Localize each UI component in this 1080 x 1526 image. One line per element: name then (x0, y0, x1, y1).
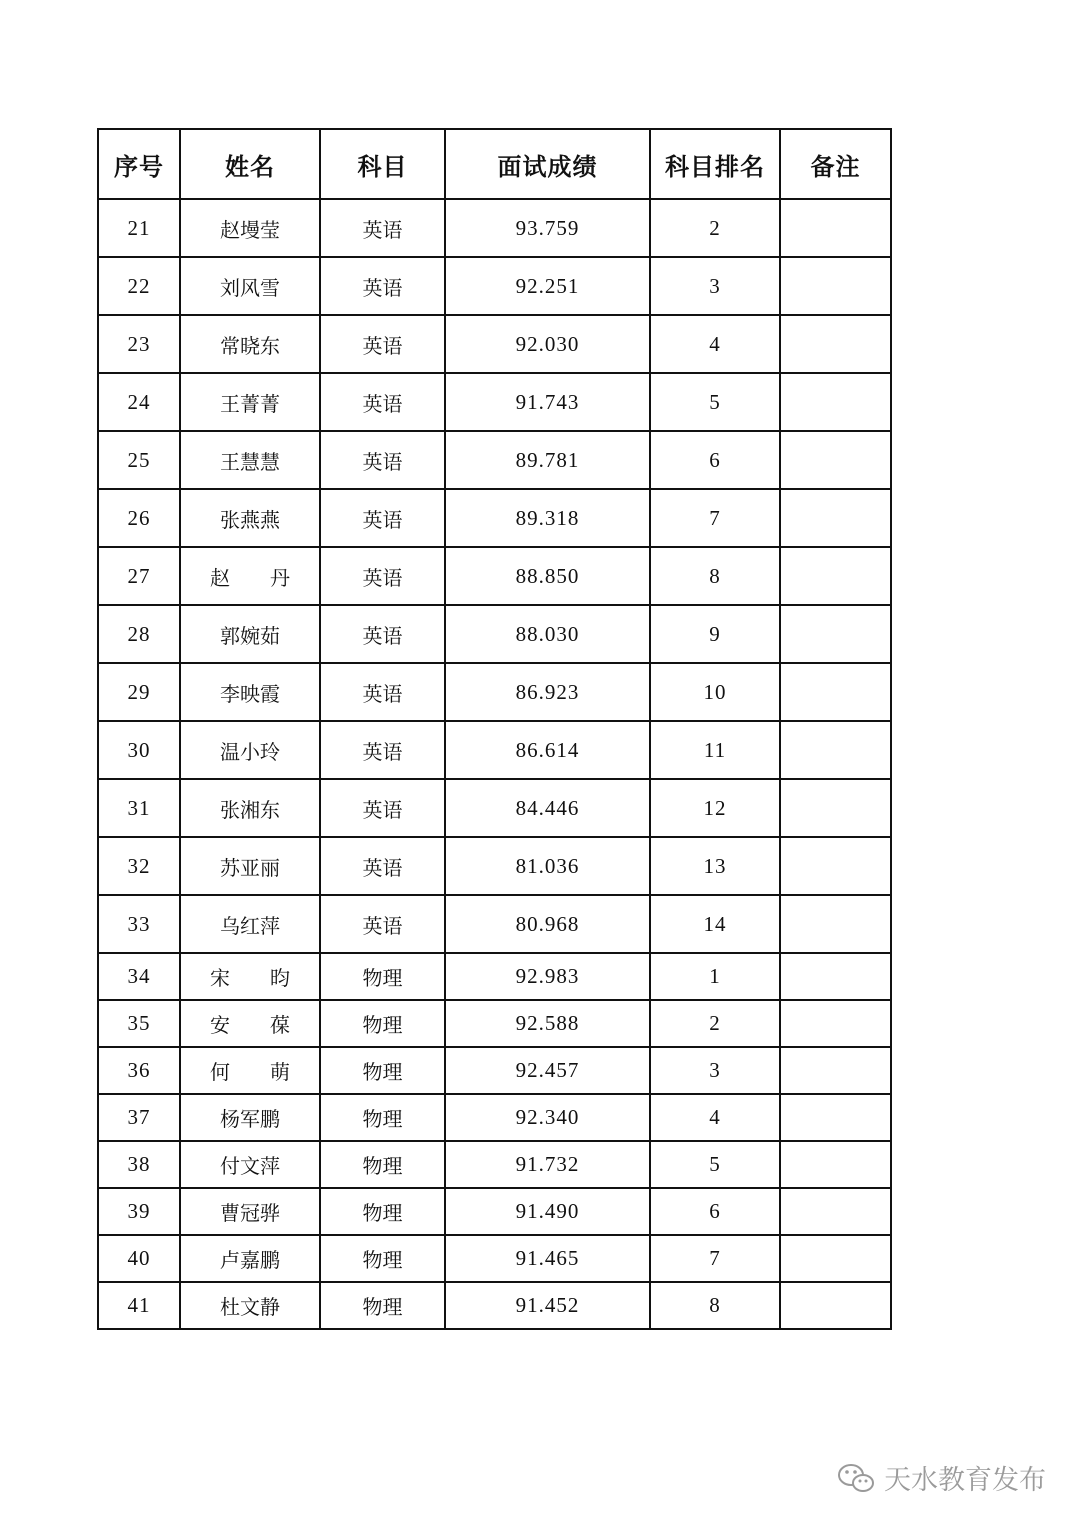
header-remarks: 备注 (780, 129, 891, 199)
cell-note (780, 1047, 891, 1094)
cell-subject: 英语 (320, 721, 445, 779)
cell-serial: 34 (98, 953, 180, 1000)
cell-subject: 英语 (320, 257, 445, 315)
cell-rank: 9 (650, 605, 780, 663)
table-row (98, 953, 891, 1000)
table-row (98, 315, 891, 373)
wechat-icon (836, 1461, 876, 1495)
cell-subject: 英语 (320, 547, 445, 605)
cell-rank: 3 (650, 257, 780, 315)
header-serial: 序号 (98, 129, 180, 199)
cell-score: 91.732 (445, 1141, 650, 1188)
cell-name: 付文萍 (180, 1141, 320, 1188)
table-header (98, 129, 891, 199)
cell-name: 乌红萍 (180, 895, 320, 953)
cell-subject: 英语 (320, 199, 445, 257)
table-row (98, 837, 891, 895)
table-row (98, 199, 891, 257)
cell-rank: 5 (650, 1141, 780, 1188)
cell-note (780, 1235, 891, 1282)
header-subject-rank: 科目排名 (650, 129, 780, 199)
table-row (98, 1141, 891, 1188)
cell-score: 86.614 (445, 721, 650, 779)
cell-score: 81.036 (445, 837, 650, 895)
cell-note (780, 837, 891, 895)
cell-score: 80.968 (445, 895, 650, 953)
cell-score: 91.465 (445, 1235, 650, 1282)
cell-score: 91.743 (445, 373, 650, 431)
cell-name: 宋 昀 (180, 953, 320, 1000)
cell-name: 卢嘉鹏 (180, 1235, 320, 1282)
cell-subject: 物理 (320, 1141, 445, 1188)
table-row (98, 1000, 891, 1047)
cell-score: 88.030 (445, 605, 650, 663)
cell-serial: 35 (98, 1000, 180, 1047)
cell-rank: 6 (650, 1188, 780, 1235)
cell-note (780, 1094, 891, 1141)
header-row (98, 129, 891, 199)
cell-score: 92.457 (445, 1047, 650, 1094)
cell-serial: 23 (98, 315, 180, 373)
cell-rank: 2 (650, 1000, 780, 1047)
cell-note (780, 779, 891, 837)
cell-rank: 2 (650, 199, 780, 257)
cell-score: 86.923 (445, 663, 650, 721)
table-row (98, 1094, 891, 1141)
cell-name: 何 萌 (180, 1047, 320, 1094)
cell-rank: 10 (650, 663, 780, 721)
cell-note (780, 721, 891, 779)
cell-subject: 物理 (320, 1188, 445, 1235)
cell-subject: 英语 (320, 431, 445, 489)
cell-note (780, 1188, 891, 1235)
cell-name: 杨军鹏 (180, 1094, 320, 1141)
cell-subject: 英语 (320, 315, 445, 373)
watermark-text: 天水教育发布 (884, 1465, 1046, 1496)
cell-score: 91.490 (445, 1188, 650, 1235)
table-row (98, 663, 891, 721)
table-row (98, 1047, 891, 1094)
cell-score: 89.318 (445, 489, 650, 547)
table-row (98, 1188, 891, 1235)
cell-subject: 物理 (320, 1094, 445, 1141)
cell-rank: 8 (650, 1282, 780, 1329)
cell-serial: 39 (98, 1188, 180, 1235)
cell-rank: 1 (650, 953, 780, 1000)
cell-score: 92.340 (445, 1094, 650, 1141)
table-row (98, 257, 891, 315)
table-body (98, 199, 891, 1329)
cell-rank: 5 (650, 373, 780, 431)
cell-score: 88.850 (445, 547, 650, 605)
cell-subject: 英语 (320, 895, 445, 953)
cell-note (780, 895, 891, 953)
cell-rank: 6 (650, 431, 780, 489)
cell-note (780, 431, 891, 489)
cell-rank: 13 (650, 837, 780, 895)
table-row (98, 779, 891, 837)
cell-note (780, 373, 891, 431)
cell-note (780, 489, 891, 547)
cell-score: 91.452 (445, 1282, 650, 1329)
cell-subject: 英语 (320, 779, 445, 837)
cell-rank: 8 (650, 547, 780, 605)
header-interview-score: 面试成绩 (445, 129, 650, 199)
cell-name: 赵墁莹 (180, 199, 320, 257)
cell-subject: 物理 (320, 1235, 445, 1282)
cell-name: 曹冠骅 (180, 1188, 320, 1235)
cell-score: 89.781 (445, 431, 650, 489)
cell-note (780, 257, 891, 315)
cell-score: 92.251 (445, 257, 650, 315)
cell-rank: 14 (650, 895, 780, 953)
table-row (98, 605, 891, 663)
cell-serial: 26 (98, 489, 180, 547)
score-table (97, 128, 892, 1330)
cell-serial: 24 (98, 373, 180, 431)
cell-serial: 27 (98, 547, 180, 605)
table-row (98, 1235, 891, 1282)
cell-rank: 7 (650, 489, 780, 547)
cell-note (780, 1141, 891, 1188)
cell-name: 郭婉茹 (180, 605, 320, 663)
cell-note (780, 605, 891, 663)
cell-serial: 29 (98, 663, 180, 721)
cell-rank: 4 (650, 315, 780, 373)
cell-name: 王菁菁 (180, 373, 320, 431)
cell-subject: 英语 (320, 373, 445, 431)
cell-score: 92.588 (445, 1000, 650, 1047)
cell-serial: 38 (98, 1141, 180, 1188)
cell-name: 苏亚丽 (180, 837, 320, 895)
cell-note (780, 1000, 891, 1047)
cell-name: 赵 丹 (180, 547, 320, 605)
table-row (98, 721, 891, 779)
cell-serial: 40 (98, 1235, 180, 1282)
cell-subject: 英语 (320, 663, 445, 721)
cell-subject: 物理 (320, 1282, 445, 1329)
cell-serial: 32 (98, 837, 180, 895)
cell-subject: 物理 (320, 1000, 445, 1047)
table-row (98, 431, 891, 489)
cell-subject: 物理 (320, 1047, 445, 1094)
cell-serial: 21 (98, 199, 180, 257)
header-name: 姓名 (180, 129, 320, 199)
cell-note (780, 1282, 891, 1329)
cell-subject: 物理 (320, 953, 445, 1000)
cell-subject: 英语 (320, 837, 445, 895)
table-row (98, 547, 891, 605)
cell-serial: 30 (98, 721, 180, 779)
cell-note (780, 547, 891, 605)
cell-note (780, 199, 891, 257)
cell-name: 张湘东 (180, 779, 320, 837)
cell-name: 李映霞 (180, 663, 320, 721)
cell-score: 84.446 (445, 779, 650, 837)
cell-score: 92.983 (445, 953, 650, 1000)
cell-serial: 22 (98, 257, 180, 315)
cell-rank: 4 (650, 1094, 780, 1141)
cell-rank: 7 (650, 1235, 780, 1282)
cell-name: 王慧慧 (180, 431, 320, 489)
cell-name: 杜文静 (180, 1282, 320, 1329)
cell-serial: 41 (98, 1282, 180, 1329)
cell-name: 常晓东 (180, 315, 320, 373)
cell-serial: 31 (98, 779, 180, 837)
cell-name: 张燕燕 (180, 489, 320, 547)
cell-name: 温小玲 (180, 721, 320, 779)
cell-subject: 英语 (320, 605, 445, 663)
header-subject: 科目 (320, 129, 445, 199)
cell-serial: 36 (98, 1047, 180, 1094)
table-row (98, 373, 891, 431)
cell-rank: 3 (650, 1047, 780, 1094)
cell-name: 安 葆 (180, 1000, 320, 1047)
cell-score: 93.759 (445, 199, 650, 257)
cell-score: 92.030 (445, 315, 650, 373)
cell-serial: 33 (98, 895, 180, 953)
table-row (98, 895, 891, 953)
cell-serial: 37 (98, 1094, 180, 1141)
cell-note (780, 953, 891, 1000)
cell-serial: 28 (98, 605, 180, 663)
cell-rank: 12 (650, 779, 780, 837)
cell-note (780, 663, 891, 721)
cell-note (780, 315, 891, 373)
watermark (836, 1458, 1046, 1497)
cell-rank: 11 (650, 721, 780, 779)
cell-subject: 英语 (320, 489, 445, 547)
table-row (98, 489, 891, 547)
cell-name: 刘风雪 (180, 257, 320, 315)
cell-serial: 25 (98, 431, 180, 489)
table-row (98, 1282, 891, 1329)
